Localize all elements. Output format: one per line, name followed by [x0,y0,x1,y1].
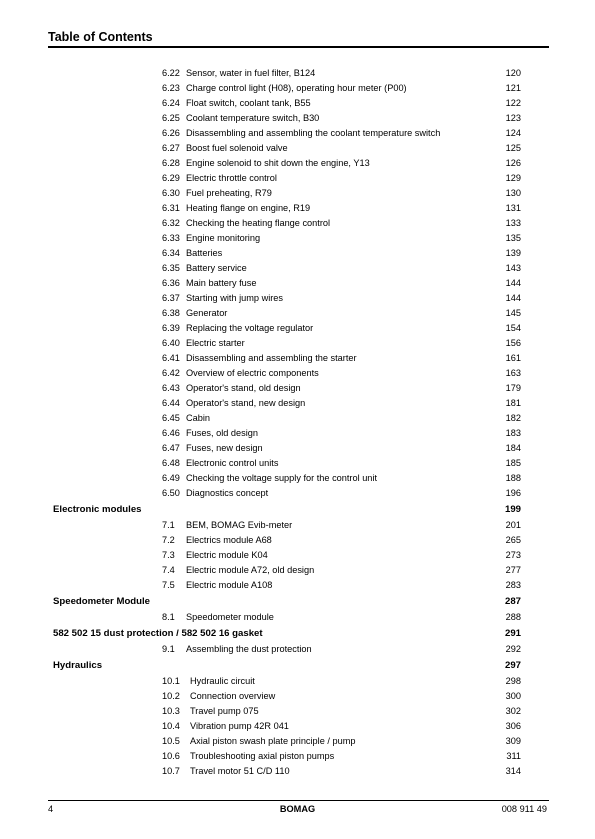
toc-entry[interactable] [0,276,595,291]
toc-page-number: 120 [505,68,521,78]
toc-entry-title: Axial piston swash plate principle / pump [190,736,356,746]
toc-page-number: 309 [505,736,521,746]
footer-doc-number: 008 911 49 [501,804,547,814]
toc-entry-number: 6.47 [162,443,180,453]
toc-entry-number: 6.44 [162,398,180,408]
toc-entry-title: Main battery fuse [186,278,257,288]
toc-page-number: 302 [505,706,521,716]
toc-entry-number: 6.49 [162,473,180,483]
toc-entry[interactable] [0,321,595,336]
toc-page-number: 126 [505,158,521,168]
toc-page-number: 314 [505,766,521,776]
toc-entry-number: 10.5 [162,736,180,746]
toc-entry-number: 6.23 [162,83,180,93]
toc-entry-title: Checking the voltage supply for the control unit [186,473,378,483]
toc-entry-number: 6.33 [162,233,180,243]
toc-page-number: 144 [505,278,521,288]
toc-entry-title: Vibration pump 42R 041 [190,721,289,731]
toc-entry-title: Electronic control units [186,458,279,468]
toc-entry[interactable] [0,201,595,216]
toc-entry-title: Disassembling and assembling the coolant temperature switch [186,128,441,138]
toc-entry-title: Electric module K04 [186,550,268,560]
toc-entry[interactable] [0,734,595,749]
toc-entry-number: 6.24 [162,98,180,108]
toc-page-number: 277 [505,565,521,575]
toc-page-number: 123 [505,113,521,123]
toc-page-number: 139 [505,248,521,258]
toc-entry[interactable] [0,610,595,625]
toc-entry-number: 7.3 [162,550,175,560]
toc-entry-number: 6.48 [162,458,180,468]
toc-section[interactable] [0,657,595,674]
toc-entry-number: 10.4 [162,721,180,731]
toc-page-number: 273 [505,550,521,560]
toc-entry[interactable] [0,186,595,201]
toc-entry-number: 6.35 [162,263,180,273]
toc-page-number: 124 [505,128,521,138]
toc-entry-title: Starting with jump wires [186,293,284,303]
toc-entry-number: 6.39 [162,323,180,333]
toc-entry-title: Connection overview [190,691,276,701]
toc-page-number: 156 [505,338,521,348]
toc-entry-title: Electric module A72, old design [186,565,315,575]
toc-entry[interactable] [0,336,595,351]
toc-entry-title: Electric module A108 [186,580,273,590]
toc-entry-title: Charge control light (H08), operating hour meter (P00) [186,83,407,93]
toc-entry-title: Speedometer module [186,612,274,622]
footer-brand: BOMAG [279,804,316,814]
toc-entry-title: BEM, BOMAG Evib-meter [186,520,293,530]
toc-section[interactable] [0,593,595,610]
toc-entry-number: 6.30 [162,188,180,198]
footer-page-number: 4 [48,804,54,814]
toc-entry[interactable] [0,126,595,141]
toc-entry-title: Batteries [186,248,223,258]
toc-entry[interactable] [0,261,595,276]
toc-page-number: 265 [505,535,521,545]
toc-entry[interactable] [0,216,595,231]
toc-entry-number: 6.27 [162,143,180,153]
toc-entry-number: 6.42 [162,368,180,378]
toc-entry[interactable] [0,231,595,246]
toc-entry-number: 6.31 [162,203,180,213]
toc-entry-number: 6.29 [162,173,180,183]
toc-page-number: 292 [505,644,521,654]
toc-entry-title: Travel motor 51 C/D 110 [190,766,290,776]
toc-entry-number: 10.7 [162,766,180,776]
toc-page-number: 291 [504,628,521,639]
toc-entry-number: 6.22 [162,68,180,78]
toc-entry-number: 10.3 [162,706,180,716]
toc-entry-title: Heating flange on engine, R19 [186,203,311,213]
toc-entry-title: Overview of electric components [186,368,319,378]
toc-entry[interactable] [0,533,595,548]
toc-entry-number: 6.37 [162,293,180,303]
toc-page-number: 298 [505,676,521,686]
toc-entry-number: 10.2 [162,691,180,701]
toc-entry[interactable] [0,411,595,426]
toc-entry[interactable] [0,456,595,471]
toc-entry-title: Fuel preheating, R79 [186,188,272,198]
toc-section-title: Electronic modules [53,504,142,515]
toc-page-number: 297 [504,660,521,671]
toc-entry-number: 6.32 [162,218,180,228]
toc-entry-number: 6.28 [162,158,180,168]
toc-entry[interactable] [0,156,595,171]
toc-entry-title: Cabin [186,413,211,423]
toc-entry[interactable] [0,111,595,126]
toc-page-number: 306 [505,721,521,731]
toc-entry-number: 7.5 [162,580,175,590]
toc-entry[interactable] [0,366,595,381]
toc-entry[interactable] [0,518,595,533]
toc-entry-number: 6.41 [162,353,180,363]
toc-page-number: 163 [505,368,521,378]
toc-entry-number: 8.1 [162,612,175,622]
toc-entry-title: Boost fuel solenoid valve [186,143,288,153]
toc-page-number: 183 [505,428,521,438]
toc-page-number: 288 [505,612,521,622]
toc-entry[interactable] [0,764,595,779]
toc-page-number: 287 [504,596,521,607]
toc-page-number: 144 [505,293,521,303]
page-title: Table of Contents [48,30,153,44]
table-of-contents [0,66,595,779]
toc-entry-number: 6.43 [162,383,180,393]
toc-entry[interactable] [0,396,595,411]
toc-entry-title: Electric throttle control [186,173,277,183]
toc-page-number: 300 [505,691,521,701]
toc-entry[interactable] [0,81,595,96]
toc-entry-title: Coolant temperature switch, B30 [186,113,320,123]
toc-entry-title: Fuses, new design [186,443,263,453]
toc-entry-title: Troubleshooting axial piston pumps [190,751,335,761]
toc-entry-title: Operator's stand, new design [186,398,306,408]
toc-entry-number: 6.45 [162,413,180,423]
toc-page-number: 283 [505,580,521,590]
toc-entry[interactable] [0,351,595,366]
toc-entry-number: 10.6 [162,751,180,761]
toc-entry-number: 6.38 [162,308,180,318]
toc-entry-title: Sensor, water in fuel filter, B124 [186,68,316,78]
toc-entry-title: Generator [186,308,228,318]
toc-page-number: 199 [504,504,521,515]
toc-entry-number: 6.36 [162,278,180,288]
toc-page-number: 185 [505,458,521,468]
toc-entry[interactable] [0,66,595,81]
toc-page-number: 154 [505,323,521,333]
toc-entry[interactable] [0,381,595,396]
toc-page-number: 182 [505,413,521,423]
toc-entry-title: Travel pump 075 [190,706,259,716]
header-rule [48,46,549,48]
toc-entry[interactable] [0,563,595,578]
toc-entry-number: 7.2 [162,535,175,545]
toc-section-title: Hydraulics [53,660,103,671]
toc-entry-title: Electric starter [186,338,245,348]
toc-page-number: 130 [505,188,521,198]
toc-entry-title: Checking the heating flange control [186,218,331,228]
toc-entry[interactable] [0,441,595,456]
toc-entry-number: 6.25 [162,113,180,123]
toc-entry-title: Disassembling and assembling the starter [186,353,357,363]
toc-page-number: 145 [505,308,521,318]
toc-section-title: Speedometer Module [53,596,151,607]
toc-entry-title: Electrics module A68 [186,535,272,545]
toc-entry-number: 10.1 [162,676,180,686]
toc-entry[interactable] [0,548,595,563]
toc-entry-title: Operator's stand, old design [186,383,301,393]
toc-entry-title: Fuses, old design [186,428,259,438]
toc-page-number: 161 [505,353,521,363]
toc-entry-number: 6.34 [162,248,180,258]
toc-page-number: 311 [506,751,521,761]
toc-entry[interactable] [0,171,595,186]
toc-entry-title: Diagnostics concept [186,488,269,498]
toc-entry[interactable] [0,141,595,156]
toc-entry-number: 9.1 [162,644,175,654]
toc-section-title: 582 502 15 dust protection / 582 502 16 gasket [53,628,263,639]
toc-entry-title: Engine monitoring [186,233,261,243]
toc-entry-number: 6.46 [162,428,180,438]
toc-page-number: 196 [505,488,521,498]
toc-entry-number: 7.1 [162,520,175,530]
toc-page-number: 131 [505,203,521,213]
toc-page-number: 201 [505,520,521,530]
toc-entry[interactable] [0,96,595,111]
toc-entry-number: 6.50 [162,488,180,498]
toc-entry[interactable] [0,578,595,593]
toc-section[interactable] [0,625,595,642]
toc-entry[interactable] [0,426,595,441]
footer-rule [48,800,549,801]
toc-page-number: 184 [505,443,521,453]
toc-entry-title: Float switch, coolant tank, B55 [186,98,311,108]
toc-entry[interactable] [0,246,595,261]
toc-entry[interactable] [0,704,595,719]
toc-entry[interactable] [0,306,595,321]
toc-page-number: 181 [505,398,521,408]
toc-entry[interactable] [0,749,595,764]
toc-entry-title: Hydraulic circuit [190,676,255,686]
toc-entry[interactable] [0,689,595,704]
toc-entry[interactable] [0,674,595,689]
toc-entry-number: 6.40 [162,338,180,348]
toc-entry-title: Engine solenoid to shit down the engine, Y13 [186,158,370,168]
toc-page-number: 121 [505,83,521,93]
toc-entry-number: 7.4 [162,565,175,575]
toc-page-number: 179 [505,383,521,393]
toc-entry-title: Battery service [186,263,247,273]
toc-entry-title: Replacing the voltage regulator [186,323,314,333]
toc-page-number: 188 [505,473,521,483]
toc-page-number: 143 [505,263,521,273]
toc-page-number: 125 [505,143,521,153]
toc-entry[interactable] [0,486,595,501]
toc-entry[interactable] [0,471,595,486]
toc-entry[interactable] [0,291,595,306]
toc-page-number: 129 [505,173,521,183]
toc-entry-title: Assembling the dust protection [186,644,312,654]
toc-entry-number: 6.26 [162,128,180,138]
toc-entry[interactable] [0,719,595,734]
toc-page-number: 135 [505,233,521,243]
toc-entry[interactable] [0,642,595,657]
toc-section[interactable] [0,501,595,518]
toc-page-number: 122 [505,98,521,108]
toc-page-number: 133 [505,218,521,228]
